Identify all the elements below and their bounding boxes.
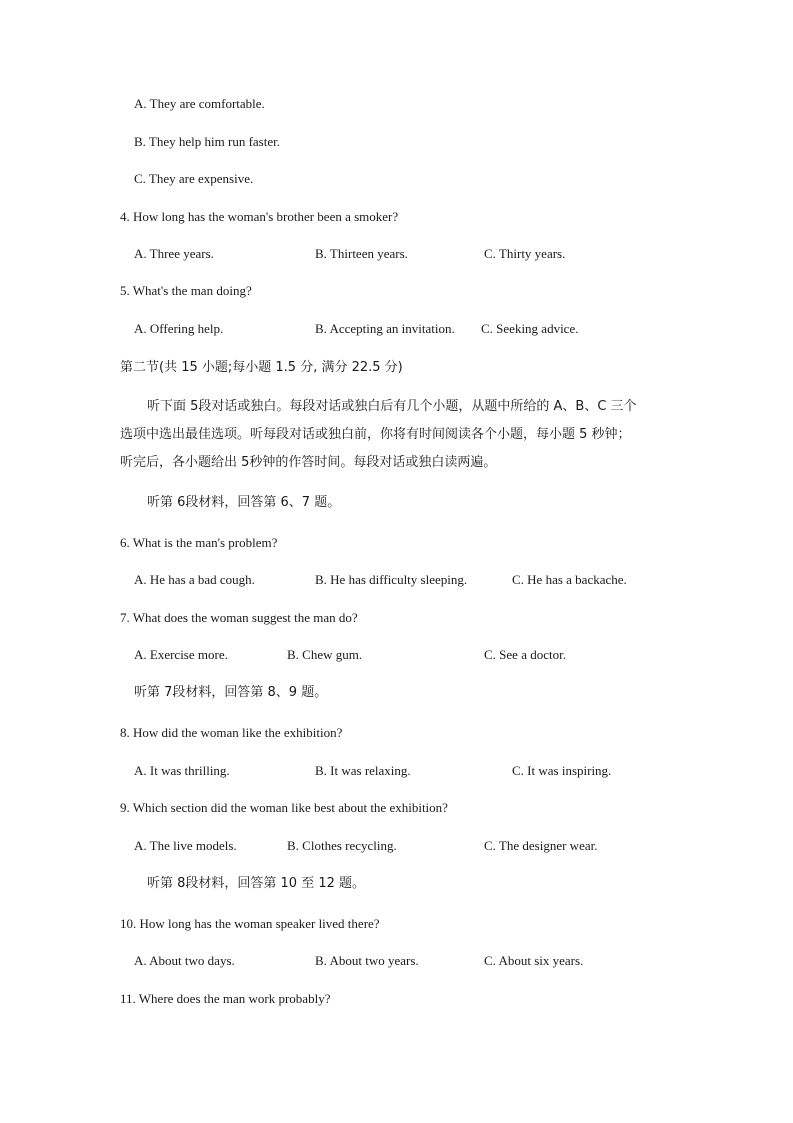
q5-question: 5. What's the man doing? — [120, 283, 252, 298]
section2-instructions-line2: 选项中选出最佳选项。听每段对话或独白前，你将有时间阅读各个小题，每小题 5 秒钟； — [120, 427, 631, 442]
q7-option-a: A. Exercise more. — [134, 647, 228, 662]
q10-question: 10. How long has the woman speaker lived there? — [120, 916, 380, 931]
q4-option-c: C. Thirty years. — [484, 246, 566, 261]
q4-option-a: A. Three years. — [134, 246, 214, 261]
q10-option-b: B. About two years. — [315, 953, 419, 968]
q4-option-b: B. Thirteen years. — [315, 246, 408, 261]
q9-option-a: A. The live models. — [134, 838, 237, 853]
q5-option-a: A. Offering help. — [134, 321, 224, 336]
material8-note: 听第 8段材料，回答第 10 至 12 题。 — [147, 876, 366, 891]
q7-option-b: B. Chew gum. — [287, 647, 363, 662]
q11-question: 11. Where does the man work probably? — [120, 991, 331, 1006]
q8-option-a: A. It was thrilling. — [134, 763, 230, 778]
q6-option-a: A. He has a bad cough. — [134, 572, 255, 587]
q6-question: 6. What is the man's problem? — [120, 535, 278, 550]
section2-heading: 第二节(共 15 小题;每小题 1.5 分, 满分 22.5 分) — [120, 360, 403, 375]
q4-question: 4. How long has the woman's brother been a smoker? — [120, 209, 399, 224]
q9-option-b: B. Clothes recycling. — [287, 838, 397, 853]
section2-instructions-line1: 听下面 5段对话或独白。每段对话或独白后有几个小题，从题中所给的 A、B、C 三个 — [147, 399, 637, 414]
q8-option-c: C. It was inspiring. — [512, 763, 612, 778]
q5-option-b: B. Accepting an invitation. — [315, 321, 455, 336]
q3-option-b: B. They help him run faster. — [134, 134, 280, 149]
q9-question: 9. Which section did the woman like best about the exhibition? — [120, 800, 448, 815]
material7-note: 听第 7段材料，回答第 8、9 题。 — [134, 685, 328, 700]
q7-option-c: C. See a doctor. — [484, 647, 566, 662]
q10-option-c: C. About six years. — [484, 953, 584, 968]
q8-question: 8. How did the woman like the exhibition? — [120, 725, 343, 740]
q10-option-a: A. About two days. — [134, 953, 235, 968]
q9-option-c: C. The designer wear. — [484, 838, 598, 853]
q3-option-a: A. They are comfortable. — [134, 96, 265, 111]
q6-option-c: C. He has a backache. — [512, 572, 627, 587]
q5-option-c: C. Seeking advice. — [481, 321, 579, 336]
q6-option-b: B. He has difficulty sleeping. — [315, 572, 468, 587]
q3-option-c: C. They are expensive. — [134, 171, 254, 186]
q7-question: 7. What does the woman suggest the man do? — [120, 610, 358, 625]
section2-instructions-line3: 听完后，各小题给出 5秒钟的作答时间。每段对话或独白读两遍。 — [120, 455, 497, 470]
material6-note: 听第 6段材料，回答第 6、7 题。 — [147, 495, 341, 510]
q8-option-b: B. It was relaxing. — [315, 763, 411, 778]
